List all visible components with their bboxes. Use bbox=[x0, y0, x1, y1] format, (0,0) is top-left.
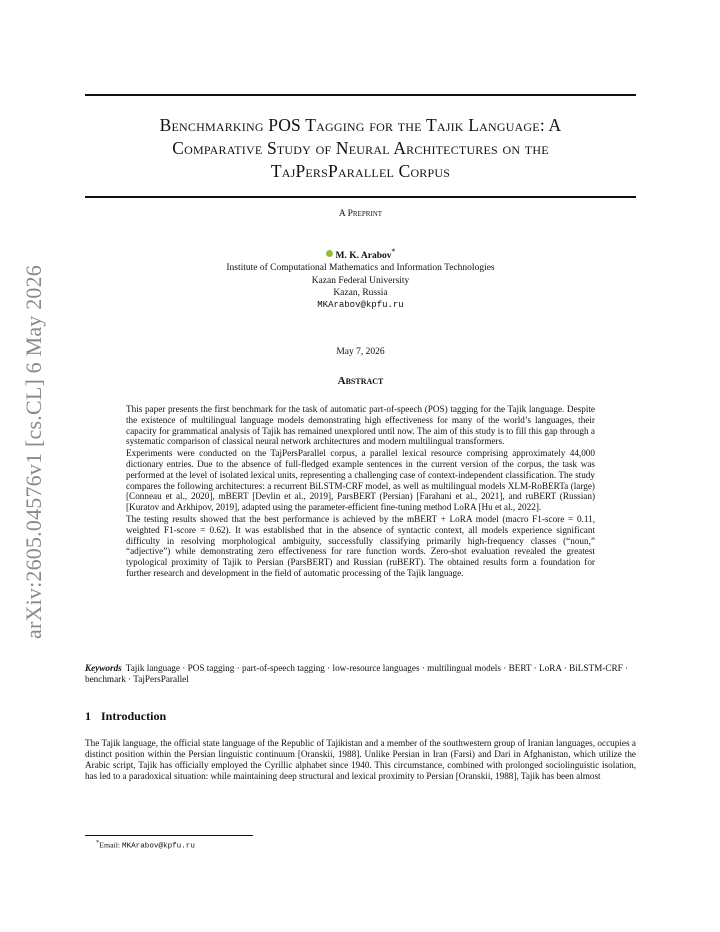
author-line bbox=[85, 246, 636, 262]
author-affiliation: Institute of Computational Mathematics and Information Technologies bbox=[226, 263, 495, 274]
introduction-paragraph: The Tajik language, the official state language of the Republic of Tajikistan and a member of the southwestern group of Iranian languages, occupies a distinct position within the Persian linguistic continuum [Oranskii, 1988]. Unlike Persian in Iran (Farsi) and Dari in Afghanistan, which utilize the Arabic script, Tajik has officially employed the Cyrillic alphabet since 1940. This circumstance, combined with prolonged sociolinguistic isolation, has led to a paradoxical situation: while maintaining deep structural and lexical proximity to Persian [Oranskii, 1988], Tajik has been almost bbox=[85, 738, 636, 781]
abstract-paragraph-3: The testing results showed that the best performance is achieved by the mBERT + LoRA model (macro F1-score = 0.11, weighted F1-score = 0.62). It was established that in the absence of syntactic context, all models experience significant difficulty in resolving morphological ambiguity, successfully classifying primarily high-frequency classes (“noun,” “adjective”) while demonstrating zero effectiveness for rare function words. Zero-shot evaluation revealed the greatest typological proximity of Tajik to Persian (ParsBERT) and Russian (ruBERT). The obtained results form a foundation for further research and development in the field of automatic processing of the Tajik language. bbox=[126, 513, 595, 578]
title-top-rule bbox=[85, 94, 636, 96]
footnote bbox=[96, 839, 195, 851]
section-title: Introduction bbox=[101, 709, 167, 723]
author-footnote-mark[interactable]: * bbox=[391, 247, 396, 256]
abstract-heading: Abstract bbox=[337, 375, 384, 387]
section-number: 1 bbox=[85, 709, 91, 723]
arxiv-stamp-text: arXiv:2605.04576v1 [cs.CL] 6 May 2026 bbox=[21, 264, 46, 640]
author-city: Kazan, Russia bbox=[333, 287, 388, 298]
abstract-paragraph-1: This paper presents the first benchmark for the task of automatic part-of-speech (POS) tagging for the Tajik language. Despite the existence of multilingual language models demonstrating high effectiveness for many of the world’s languages, their capacity for grammatical analysis of Tajik has remained unexplored until now. The aim of this study is to fill this gap through a systematic comparison of classical neural network architectures and modern multilingual transformers. bbox=[126, 404, 595, 447]
section-heading bbox=[85, 709, 636, 724]
keywords-label: Keywords bbox=[85, 663, 122, 673]
footnote-label: Email: bbox=[99, 840, 121, 850]
author-email[interactable]: MKArabov@kpfu.ru bbox=[317, 299, 404, 310]
abstract-body bbox=[126, 404, 595, 580]
paper-title bbox=[85, 114, 636, 183]
author-name: M. K. Arabov bbox=[335, 251, 392, 262]
author-university: Kazan Federal University bbox=[311, 275, 410, 286]
title-line-1: Benchmarking POS Tagging for the Tajik Language: A bbox=[159, 115, 562, 135]
title-line-2: Comparative Study of Neural Architectures on the bbox=[172, 138, 549, 158]
footnote-email[interactable]: MKArabov@kpfu.ru bbox=[122, 842, 195, 851]
keywords bbox=[85, 663, 636, 685]
title-line-3: TajPersParallel Corpus bbox=[270, 161, 451, 181]
author-block bbox=[85, 246, 636, 311]
footnote-mark: * bbox=[96, 839, 100, 846]
introduction-body bbox=[85, 738, 636, 782]
footnote-rule bbox=[85, 835, 253, 836]
abstract-paragraph-2: Experiments were conducted on the TajPersParallel corpus, a parallel lexical resource comprising approximately 44,000 dictionary entries. Due to the absence of full-fledged example sentences in the current version of the corpus, the task was performed at the level of isolated lexical units, representing a challenging case of context-independent classification. The study compares the following architectures: a recurrent BiLSTM-CRF model, as well as multilingual models XLM-RoBERTa (large) [Conneau et al., 2020], mBERT [Devlin et al., 2019], ParsBERT (Persian) [Farahani et al., 2021], and ruBERT (Russian) [Kuratov and Arkhipov, 2019], adapted using the parameter-efficient fine-tuning method LoRA [Hu et al., 2022]. bbox=[126, 448, 595, 513]
paper-date: May 7, 2026 bbox=[336, 347, 385, 357]
keywords-text: Tajik language · POS tagging · part-of-speech tagging · low-resource languages · multilingual models · BERT · LoRA · BiLSTM-CRF · benchmark · TajPersParallel bbox=[85, 663, 629, 684]
title-bottom-rule bbox=[85, 196, 636, 198]
arxiv-stamp bbox=[6, 262, 62, 642]
preprint-label: A Preprint bbox=[338, 209, 383, 219]
orcid-icon[interactable] bbox=[326, 250, 333, 257]
